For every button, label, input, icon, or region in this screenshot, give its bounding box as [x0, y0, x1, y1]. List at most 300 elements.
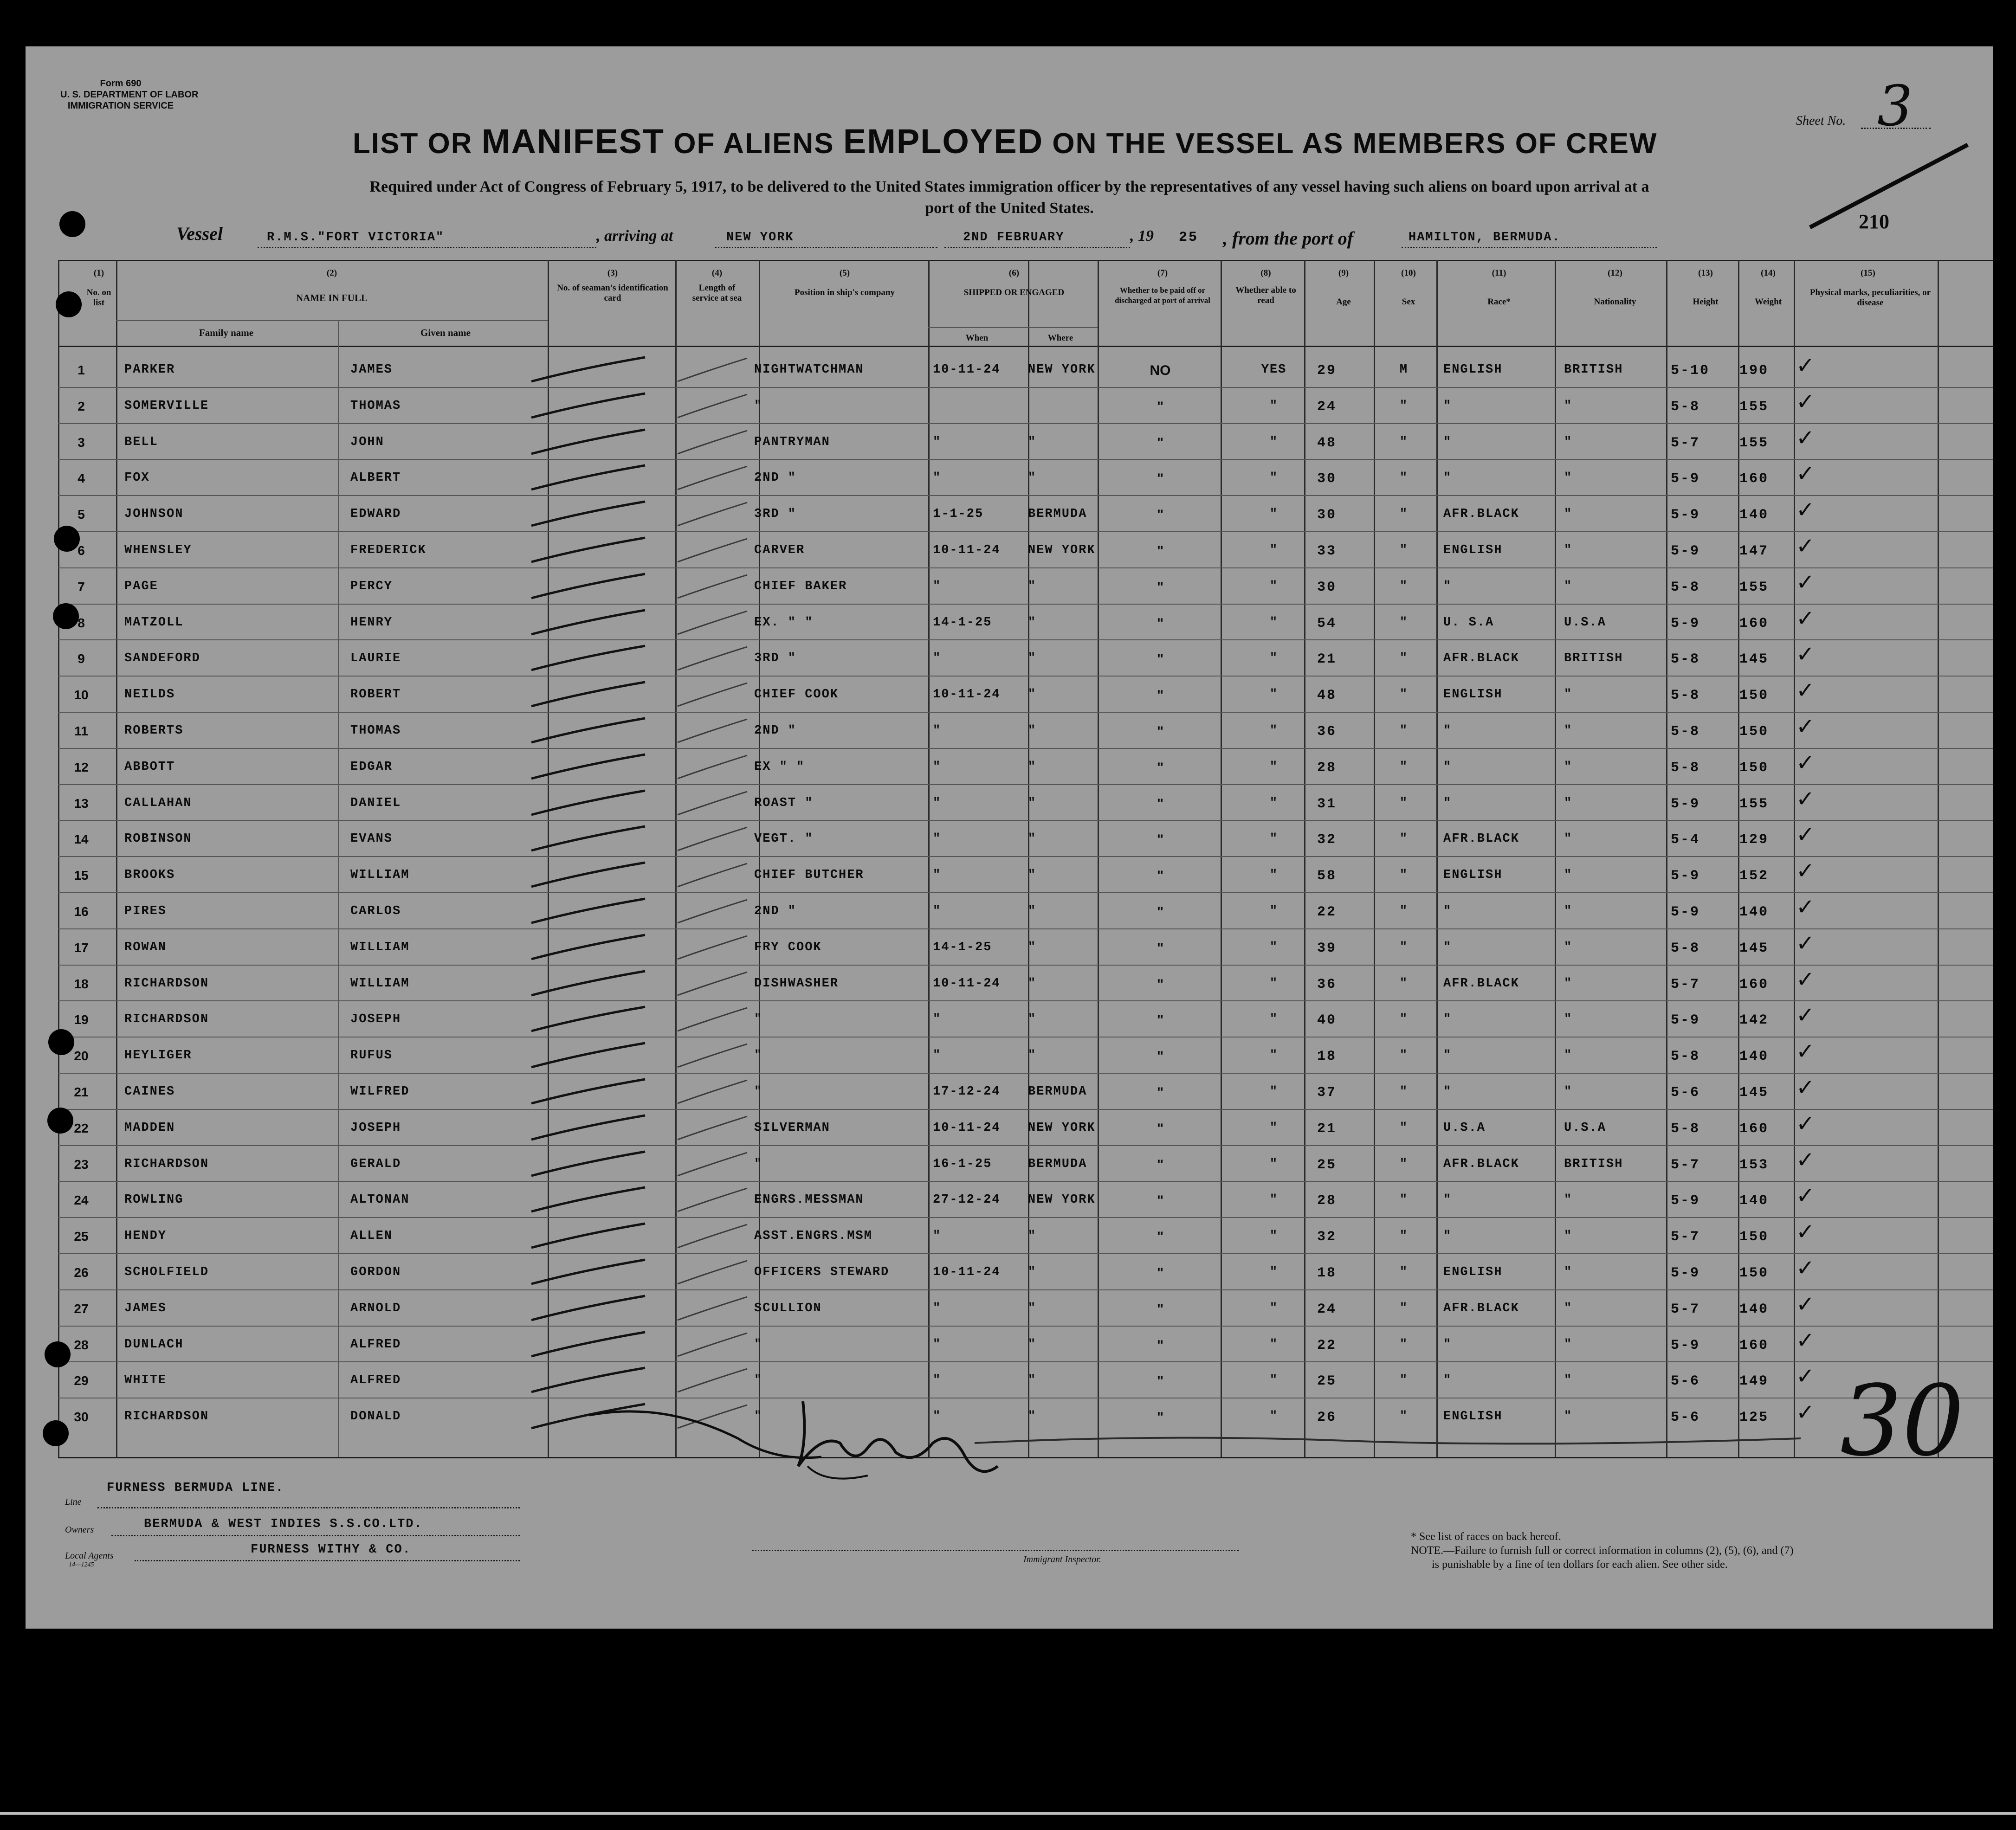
cell-where: BERMUDA	[1028, 507, 1087, 522]
owners-label: Owners	[65, 1525, 94, 1535]
cell-sex: "	[1399, 651, 1409, 666]
cell-position: "	[754, 1012, 763, 1027]
cell-family: ROBINSON	[124, 832, 192, 846]
cell-weight: 140	[1739, 1193, 1769, 1209]
cell-paid: "	[1157, 1265, 1164, 1281]
cell-paid: "	[1157, 651, 1164, 667]
cell-read: "	[1269, 796, 1279, 810]
cell-read: "	[1269, 1193, 1279, 1207]
cell-nat: "	[1564, 724, 1573, 738]
cell-where: "	[1028, 1301, 1037, 1315]
cell-sex: "	[1399, 976, 1409, 991]
cell-marks: ✓	[1796, 1002, 1815, 1029]
cell-height: 5-9	[1671, 471, 1700, 487]
cell-height: 5-8	[1671, 688, 1700, 704]
cell-read: "	[1269, 543, 1279, 557]
cell-read: "	[1269, 399, 1279, 413]
row-line	[58, 387, 1993, 388]
cell-no: 6	[78, 543, 85, 558]
cell-age: 48	[1317, 435, 1337, 451]
col-2-header: NAME IN FULL	[296, 292, 368, 303]
row-line	[58, 459, 1993, 460]
cell-nat: "	[1564, 976, 1573, 991]
scribble-line	[975, 1424, 1810, 1457]
service-tick	[673, 570, 752, 607]
cell-paid: "	[1157, 832, 1164, 848]
id-card-tick	[529, 823, 650, 860]
cell-age: 18	[1317, 1265, 1337, 1281]
cell-height: 5-8	[1671, 1049, 1700, 1065]
cell-no: 10	[74, 688, 89, 702]
cell-sex: "	[1399, 1012, 1409, 1027]
vessel-name: R.M.S."FORT VICTORIA"	[267, 231, 445, 245]
cell-given: ROBERT	[350, 688, 401, 702]
cell-sex: "	[1399, 1049, 1409, 1063]
service-tick	[673, 967, 752, 1005]
cell-age: 24	[1317, 1301, 1337, 1317]
cell-nat: "	[1564, 1193, 1573, 1207]
cell-race: AFR.BLACK	[1443, 507, 1519, 522]
cell-paid: "	[1157, 615, 1164, 631]
subtitle-line-2: port of the United States.	[925, 200, 1094, 217]
cell-when: 17-12-24	[933, 1085, 1001, 1099]
col-8-header: Whether able to read	[1235, 285, 1296, 305]
cell-race: "	[1443, 1193, 1452, 1207]
cell-weight: 140	[1739, 507, 1769, 523]
cell-race: ENGLISH	[1443, 1410, 1503, 1424]
cell-where: NEW YORK	[1028, 1121, 1096, 1135]
cell-where: "	[1028, 1265, 1037, 1279]
col-9-header: Age	[1336, 297, 1351, 307]
id-card-tick	[529, 642, 650, 679]
cell-when: "	[933, 1301, 942, 1315]
cell-age: 21	[1317, 651, 1337, 668]
cell-read: "	[1269, 868, 1279, 883]
id-card-tick	[529, 1220, 650, 1257]
cell-no: 3	[78, 435, 85, 450]
cell-height: 5-9	[1671, 868, 1700, 884]
cell-when: "	[933, 471, 942, 485]
cell-height: 5-9	[1671, 1012, 1700, 1029]
cell-position: "	[754, 1049, 763, 1063]
col-3-header: No. of seaman's identification card	[557, 283, 668, 303]
cell-sex: "	[1399, 471, 1409, 485]
cell-position: OFFICERS STEWARD	[754, 1265, 890, 1279]
cell-where: BERMUDA	[1028, 1085, 1087, 1099]
cell-position: NIGHTWATCHMAN	[754, 363, 864, 377]
cell-given: THOMAS	[350, 724, 401, 738]
cell-race: "	[1443, 1373, 1452, 1388]
row-line	[58, 1217, 1993, 1218]
cell-nat: "	[1564, 832, 1573, 846]
cell-race: AFR.BLACK	[1443, 1157, 1519, 1171]
cell-family: BELL	[124, 435, 158, 449]
form-department: U. S. DEPARTMENT OF LABOR	[60, 90, 199, 100]
cell-weight: 155	[1739, 435, 1769, 451]
agents-dotline	[135, 1560, 520, 1561]
cell-weight: 142	[1739, 1012, 1769, 1029]
page-title	[353, 122, 1658, 161]
id-card-tick	[529, 498, 650, 535]
vessel-name-line	[258, 247, 596, 248]
cell-marks: ✓	[1796, 786, 1815, 812]
sheet-number-label: Sheet No.	[1796, 114, 1846, 128]
from-port: HAMILTON, BERMUDA.	[1409, 231, 1561, 245]
cell-given: EVANS	[350, 832, 393, 846]
cell-marks: ✓	[1796, 1110, 1815, 1137]
cell-paid: "	[1157, 1049, 1164, 1064]
cell-family: ROWLING	[124, 1193, 184, 1207]
owners-value: BERMUDA & WEST INDIES S.S.CO.LTD.	[144, 1517, 423, 1531]
cell-where: "	[1028, 688, 1037, 702]
cell-race: AFR.BLACK	[1443, 651, 1519, 666]
cell-where: "	[1028, 940, 1037, 954]
cell-race: "	[1443, 940, 1452, 954]
cell-weight: 140	[1739, 1049, 1769, 1065]
row-line	[58, 748, 1993, 749]
cell-position: DISHWASHER	[754, 976, 839, 991]
cell-no: 19	[74, 1012, 89, 1027]
cell-age: 39	[1317, 940, 1337, 956]
row-line	[58, 1073, 1993, 1074]
cell-no: 4	[78, 471, 85, 486]
cell-sex: "	[1399, 904, 1409, 918]
cell-family: DUNLACH	[124, 1337, 184, 1352]
cell-marks: ✓	[1796, 930, 1815, 956]
line-label: Line	[65, 1497, 82, 1507]
cell-weight: 155	[1739, 399, 1769, 415]
cell-weight: 145	[1739, 1085, 1769, 1101]
cell-sex: "	[1399, 724, 1409, 738]
cell-given: WILLIAM	[350, 868, 410, 883]
cell-nat: "	[1564, 471, 1573, 485]
cell-family: BROOKS	[124, 868, 175, 883]
cell-weight: 150	[1739, 688, 1769, 704]
col-12-number: (12)	[1608, 268, 1622, 278]
cell-family: ROWAN	[124, 940, 167, 954]
cell-nat: BRITISH	[1564, 363, 1623, 377]
cell-paid: "	[1157, 435, 1164, 451]
service-tick	[673, 390, 752, 427]
cell-where: "	[1028, 471, 1037, 485]
id-card-tick	[529, 570, 650, 607]
cell-nat: "	[1564, 1337, 1573, 1352]
cell-nat: "	[1564, 1012, 1573, 1027]
cell-where: NEW YORK	[1028, 1193, 1096, 1207]
col-1-number: (1)	[93, 268, 104, 278]
cell-age: 28	[1317, 760, 1337, 776]
row-line	[58, 639, 1993, 640]
cell-given: HENRY	[350, 615, 393, 630]
cell-family: PAGE	[124, 579, 158, 593]
cell-paid: NO	[1150, 363, 1171, 378]
form-service: IMMIGRATION SERVICE	[67, 101, 174, 111]
cell-paid: "	[1157, 724, 1164, 739]
cell-when: 10-11-24	[933, 688, 1001, 702]
sheet-number-value: 3	[1877, 74, 1913, 139]
cell-sex: "	[1399, 1157, 1409, 1171]
col-15-number: (15)	[1861, 268, 1875, 278]
cell-weight: 125	[1739, 1410, 1769, 1426]
cell-given: DANIEL	[350, 796, 401, 810]
cell-family: FOX	[124, 471, 150, 485]
cell-height: 5-9	[1671, 904, 1700, 920]
cell-read: "	[1269, 507, 1279, 522]
cell-paid: "	[1157, 796, 1164, 812]
cell-family: SCHOLFIELD	[124, 1265, 209, 1279]
cell-height: 5-9	[1671, 507, 1700, 523]
cell-when: "	[933, 904, 942, 918]
id-card-tick	[529, 1112, 650, 1149]
cell-nat: "	[1564, 1373, 1573, 1388]
cell-marks: ✓	[1796, 569, 1815, 595]
cell-age: 29	[1317, 363, 1337, 379]
service-tick	[673, 1076, 752, 1113]
cell-position: VEGT. "	[754, 832, 814, 846]
cell-weight: 153	[1739, 1157, 1769, 1173]
service-tick	[673, 1220, 752, 1257]
cell-position: "	[754, 1157, 763, 1171]
cell-given: JAMES	[350, 363, 393, 377]
cell-nat: "	[1564, 796, 1573, 810]
cell-paid: "	[1157, 868, 1164, 884]
cell-weight: 129	[1739, 832, 1769, 848]
cell-sex: "	[1399, 615, 1409, 630]
cell-race: AFR.BLACK	[1443, 832, 1519, 846]
punch-hole	[59, 211, 85, 237]
cell-given: ALLEN	[350, 1229, 393, 1244]
cell-no: 29	[74, 1373, 89, 1388]
cell-race: "	[1443, 760, 1452, 774]
cell-nat: "	[1564, 904, 1573, 918]
cell-given: WILLIAM	[350, 976, 410, 991]
cell-paid: "	[1157, 1229, 1164, 1245]
cell-height: 5-8	[1671, 760, 1700, 776]
cell-family: RICHARDSON	[124, 1157, 209, 1171]
id-card-tick	[529, 787, 650, 824]
cell-weight: 160	[1739, 1121, 1769, 1137]
cell-when: 14-1-25	[933, 940, 992, 954]
cell-marks: ✓	[1796, 1219, 1815, 1245]
cell-paid: "	[1157, 1301, 1164, 1317]
cell-where: "	[1028, 1012, 1037, 1027]
cell-marks: ✓	[1796, 641, 1815, 668]
punch-hole	[53, 603, 79, 629]
row-line	[58, 856, 1993, 857]
cell-nat: "	[1564, 688, 1573, 702]
col-2-number: (2)	[326, 268, 337, 278]
cell-no: 7	[78, 579, 85, 594]
cell-nat: "	[1564, 868, 1573, 883]
cell-height: 5-8	[1671, 579, 1700, 595]
cell-family: SOMERVILLE	[124, 399, 209, 413]
punch-hole	[56, 291, 82, 317]
cell-when: 14-1-25	[933, 615, 992, 630]
cell-given: THOMAS	[350, 399, 401, 413]
cell-position: 3RD "	[754, 507, 797, 522]
row-line	[58, 604, 1993, 605]
cell-nat: "	[1564, 399, 1573, 413]
cell-where: "	[1028, 435, 1037, 449]
cell-family: JAMES	[124, 1301, 167, 1315]
cell-position: 2ND "	[754, 724, 797, 738]
cell-read: "	[1269, 471, 1279, 485]
cell-marks: ✓	[1796, 497, 1815, 523]
col-10-number: (10)	[1401, 268, 1416, 278]
cell-family: RICHARDSON	[124, 1012, 209, 1027]
title-part-4: EMPLOYED	[843, 122, 1044, 161]
cell-position: "	[754, 1337, 763, 1352]
cell-race: "	[1443, 579, 1452, 593]
cell-age: 26	[1317, 1410, 1337, 1426]
row-line	[58, 495, 1993, 496]
cell-given: ALTONAN	[350, 1193, 410, 1207]
cell-nat: "	[1564, 507, 1573, 522]
cell-when: 1-1-25	[933, 507, 984, 522]
cell-nat: "	[1564, 579, 1573, 593]
arriving-label: , arriving at	[596, 227, 673, 245]
cell-sex: "	[1399, 832, 1409, 846]
id-card-tick	[529, 426, 650, 463]
cell-read: "	[1269, 1229, 1279, 1244]
cell-where: "	[1028, 1410, 1037, 1424]
vessel-label: Vessel	[176, 223, 223, 244]
service-tick	[673, 895, 752, 932]
from-line	[1402, 247, 1657, 248]
form-identifier	[60, 78, 199, 111]
cell-when: "	[933, 1337, 942, 1352]
cell-age: 37	[1317, 1085, 1337, 1101]
service-tick	[673, 1112, 752, 1149]
cell-race: ENGLISH	[1443, 688, 1503, 702]
service-tick	[673, 1184, 752, 1221]
cell-paid: "	[1157, 976, 1164, 992]
cell-marks: ✓	[1796, 1147, 1815, 1173]
cell-nat: "	[1564, 1085, 1573, 1099]
cell-age: 22	[1317, 904, 1337, 920]
inspector-dotline	[752, 1550, 1239, 1551]
cell-given: ARNOLD	[350, 1301, 401, 1315]
cell-given: JOSEPH	[350, 1012, 401, 1027]
cell-weight: 160	[1739, 471, 1769, 487]
cell-marks: ✓	[1796, 1038, 1815, 1065]
row-line	[58, 1361, 1993, 1362]
cell-age: 48	[1317, 688, 1337, 704]
table-header	[58, 260, 1993, 348]
col-11-header: Race*	[1487, 297, 1511, 307]
cell-read: "	[1269, 940, 1279, 954]
cell-nat: "	[1564, 435, 1573, 449]
cell-paid: "	[1157, 1085, 1164, 1100]
cell-position: EX. " "	[754, 615, 814, 630]
cell-sex: "	[1399, 1121, 1409, 1135]
cell-age: 31	[1317, 796, 1337, 812]
cell-given: ALFRED	[350, 1373, 401, 1388]
cell-paid: "	[1157, 507, 1164, 523]
cell-family: CAINES	[124, 1085, 175, 1099]
cell-marks: ✓	[1796, 894, 1815, 920]
cell-race: "	[1443, 399, 1452, 413]
cell-sex: "	[1399, 579, 1409, 593]
service-tick	[673, 606, 752, 644]
cell-where: "	[1028, 868, 1037, 883]
cell-position: 3RD "	[754, 651, 797, 666]
service-tick	[673, 426, 752, 463]
cell-race: U. S.A	[1443, 615, 1494, 630]
cell-no: 14	[74, 832, 89, 847]
cell-height: 5-6	[1671, 1085, 1700, 1101]
cell-age: 36	[1317, 724, 1337, 740]
cell-weight: 145	[1739, 940, 1769, 956]
cell-race: "	[1443, 1337, 1452, 1352]
cell-weight: 149	[1739, 1373, 1769, 1390]
cell-sex: "	[1399, 543, 1409, 557]
cell-position: EX " "	[754, 760, 805, 774]
cell-marks: ✓	[1796, 1291, 1815, 1317]
cell-when: 10-11-24	[933, 1265, 1001, 1279]
column-line	[1374, 260, 1375, 1457]
from-label: , from the port of	[1223, 228, 1354, 249]
cell-paid: "	[1157, 940, 1164, 956]
cell-position: ROAST "	[754, 796, 814, 810]
cell-no: 15	[74, 868, 89, 883]
col-3-number: (3)	[607, 268, 618, 278]
cell-nat: "	[1564, 1229, 1573, 1244]
cell-nat: U.S.A	[1564, 615, 1607, 630]
cell-sex: "	[1399, 435, 1409, 449]
cell-position: CHIEF COOK	[754, 688, 839, 702]
cell-when: 16-1-25	[933, 1157, 992, 1171]
cell-when: 10-11-24	[933, 1121, 1001, 1135]
cell-race: "	[1443, 724, 1452, 738]
id-card-tick	[529, 967, 650, 1005]
cell-where: BERMUDA	[1028, 1157, 1087, 1171]
cell-read: "	[1269, 615, 1279, 630]
cell-when: 27-12-24	[933, 1193, 1001, 1207]
agents-code: 14—1245	[69, 1561, 94, 1568]
service-tick	[673, 1039, 752, 1076]
cell-marks: ✓	[1796, 605, 1815, 631]
cell-no: 30	[74, 1410, 89, 1424]
date-line	[944, 247, 1130, 248]
service-tick	[673, 715, 752, 752]
row-line	[58, 892, 1993, 893]
col-7-number: (7)	[1157, 268, 1168, 278]
row-line	[58, 1253, 1993, 1254]
cell-position: "	[754, 1410, 763, 1424]
cell-when: "	[933, 579, 942, 593]
id-card-tick	[529, 390, 650, 427]
service-tick	[673, 823, 752, 860]
cell-given: WILLIAM	[350, 940, 410, 954]
cell-when: "	[933, 1373, 942, 1388]
cell-age: 30	[1317, 579, 1337, 595]
id-card-tick	[529, 931, 650, 968]
col-14-number: (14)	[1761, 268, 1776, 278]
cell-age: 18	[1317, 1049, 1337, 1065]
cell-nat: "	[1564, 940, 1573, 954]
cell-given: RUFUS	[350, 1049, 393, 1063]
cell-where: "	[1028, 579, 1037, 593]
cell-where: "	[1028, 1229, 1037, 1244]
cell-position: CHIEF BUTCHER	[754, 868, 864, 883]
cell-sex: "	[1399, 1229, 1409, 1244]
cell-read: "	[1269, 724, 1279, 738]
cell-where: "	[1028, 976, 1037, 991]
cell-nat: "	[1564, 1049, 1573, 1063]
cell-marks: ✓	[1796, 1183, 1815, 1209]
row-line	[58, 531, 1993, 532]
